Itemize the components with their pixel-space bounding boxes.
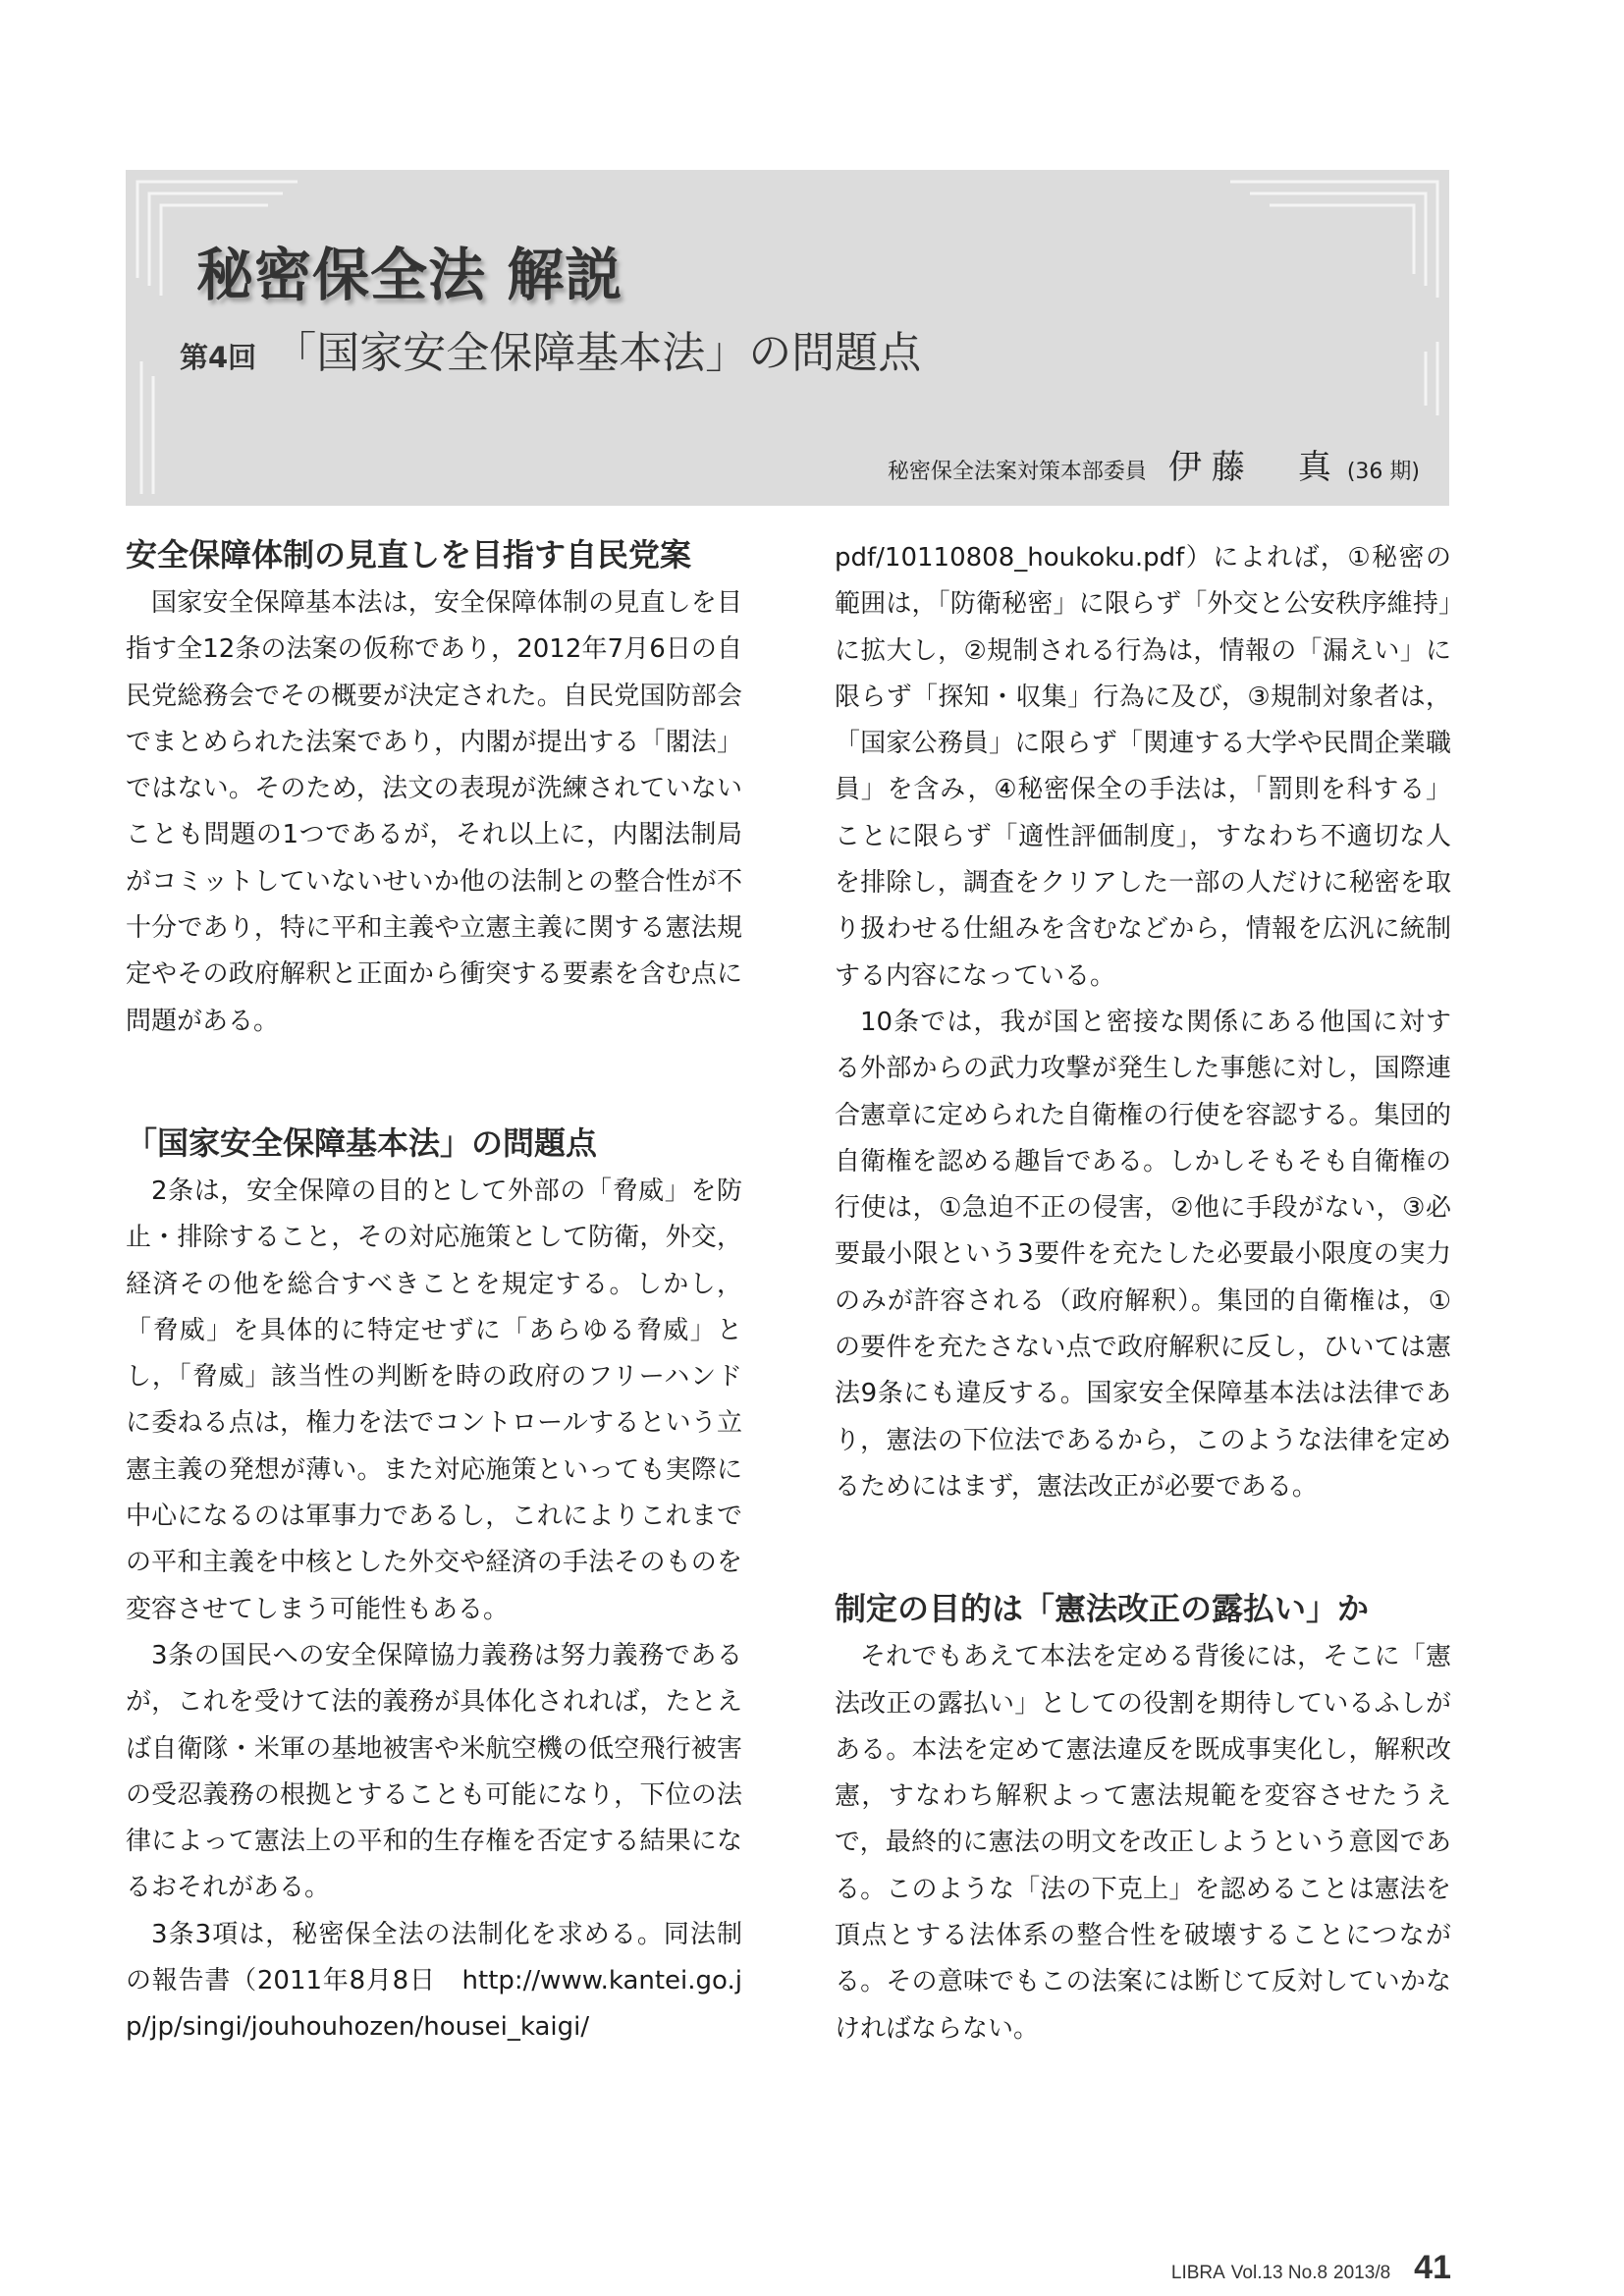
author-name: 伊藤 真 [1167,448,1341,487]
section-gap [835,1510,1451,1589]
left-column [126,535,742,2051]
journal-volume: Vol.13 No.8 [1230,2263,1328,2283]
journal-date: 2013/8 [1333,2263,1391,2283]
page-footer [1171,2249,1451,2287]
paragraph: 3条の国民への安全保障協力義務は努力義務であるが，これを受けて法的義務が具体化されれば，たとえば自衛隊・米軍の基地被害や米航空機の低空飛行被害の受忍義務の根拠とすることも可能になり，下位の法律によって憲法上の平和的生存権を否定する結果になるおそれがある。 [126,1640,742,1903]
paragraph-continued: pdf/10110808_houkoku.pdf）によれば，①秘密の範囲は，「防衛秘密」に限らず「外交と公安秩序維持」に拡大し，②規制される行為は，情報の「漏えい」に限らず「探知・収集」行為に及び，③規制対象者は，「国家公務員」に限らず「関連する大学や民間企業職員」を含み，④秘密保全の手法は，「罰則を科する」ことに限らず「適性評価制度」，すなわち不適切な人を排除し，調査をクリアした一部の人だけに秘密を取り扱わせる仕組みを含むなどから，情報を広汎に統制する内容になっている。 [835,543,1451,991]
article-subtitle [180,317,921,380]
paragraph: それでもあえて本法を定める背後には，そこに「憲法改正の露払い」としての役割を期待しているふしがある。本法を定めて憲法違反を既成事実化し，解釈改憲，すなわち解釈よって憲法規範を変容させたうえで，最終的に憲法の明文を改正しようという意図である。このような「法の下克上」を認めることは憲法を頂点とする法体系の整合性を破壊することにつながる。その意味でもこの法案には断じて反対していかなければならない。 [835,1642,1451,2044]
paragraph: 2条は，安全保障の目的として外部の「脅威」を防止・排除すること，その対応施策として防衛，外交，経済その他を総合すべきことを規定する。しかし，「脅威」を具体的に特定せずに「あらゆる脅威」とし，「脅威」該当性の判断を時の政府のフリーハンドに委ねる点は，権力を法でコントロールするという立憲主義の発想が薄い。また対応施策といっても実際に中心になるのは軍事力であるし，これによりこれまでの平和主義を中核とした外交や経済の手法そのものを変容させてしまう可能性もある。 [126,1175,742,1624]
section-heading-3: 制定の目的は「憲法改正の露払い」か [835,1590,1370,1628]
section-heading-1: 安全保障体制の見直しを目指す自民党案 [126,536,692,574]
author-role: 秘密保全法案対策本部委員 [887,460,1147,484]
paragraph: 国家安全保障基本法は，安全保障体制の見直しを目指す全12条の法案の仮称であり，2012年7月6日の自民党総務会でその概要が決定された。自民党国防部会でまとめられた法案であり，内閣が提出する「閣法」ではない。そのため，法文の表現が洗練されていないことも問題の1つであるが，それ以上に，内閣法制局がコミットしていないせいか他の法制との整合性が不十分であり，特に平和主義や立憲主義に関する憲法規定やその政府解釈と正面から衝突する要素を含む点に問題がある。 [126,588,742,1036]
page-number: 41 [1414,2249,1451,2286]
article-title: 秘密保全法 解説 [196,242,623,308]
subtitle-text: 「国家安全保障基本法」の問題点 [273,328,922,378]
article-header [126,170,1449,506]
author-byline [888,440,1420,488]
paragraph: 10条では，我が国と密接な関係にある他国に対する外部からの武力攻撃が発生した事態に対し，国際連合憲章に定められた自衛権の行使を容認する。集団的自衛権を認める趣旨である。しかしそもそも自衛権の行使は，①急迫不正の侵害，②他に手段がない，③必要最小限という3要件を充たした必要最小限度の実力のみが許容される（政府解釈）。集団的自衛権は，①の要件を充たさない点で政府解釈に反し，ひいては憲法9条にも違反する。国家安全保障基本法は法律であり，憲法の下位法であるから，このような法律を定めるためにはまず，憲法改正が必要である。 [835,1007,1451,1502]
section-heading-2: 「国家安全保障基本法」の問題点 [126,1123,598,1162]
right-column [835,535,1451,2052]
journal-name: LIBRA [1170,2263,1225,2283]
installment-number: 第4回 [180,341,257,374]
author-term: (36 期) [1346,460,1420,484]
paragraph: 3条3項は，秘密保全法の法制化を求める。同法制の報告書（2011年8月8日 http://www.kantei.go.jp/jp/singi/jouhouhozen/housei_kaigi/ [126,1919,742,2043]
section-gap [126,1045,742,1123]
